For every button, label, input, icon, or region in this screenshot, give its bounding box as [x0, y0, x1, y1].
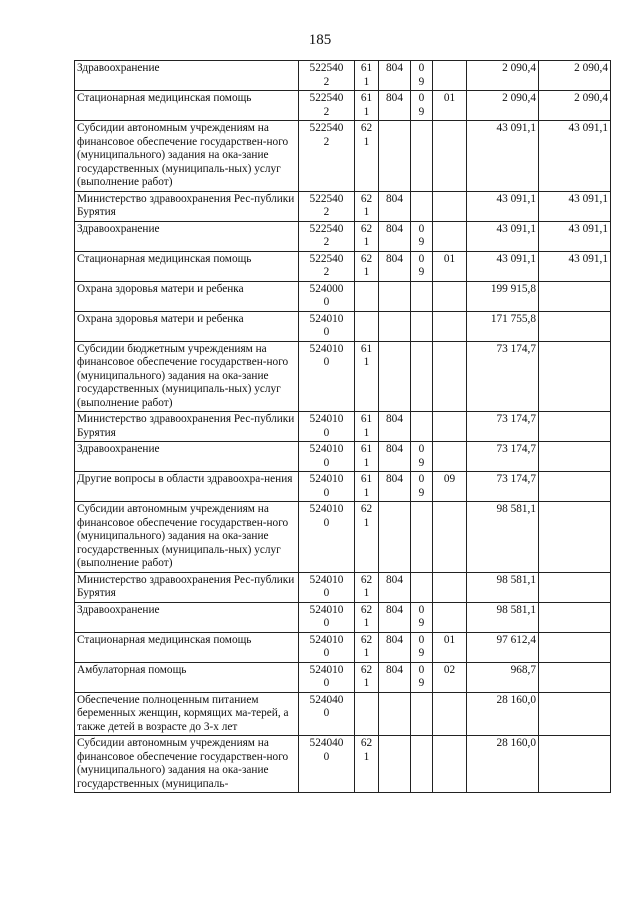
target-article-cell — [299, 572, 355, 602]
subsection-cell — [433, 281, 467, 311]
expense-type-cell-part: 1 — [363, 677, 370, 689]
amount-cell: 28 160,0 — [467, 736, 539, 793]
table-row — [75, 602, 611, 632]
amount-cell: 73 174,7 — [467, 472, 539, 502]
expense-type-cell-part: 61 — [360, 443, 373, 455]
amount-cell-2 — [539, 412, 611, 442]
target-article-cell — [299, 602, 355, 632]
expense-type-cell-part: 1 — [363, 135, 370, 148]
amount-cell: 28 160,0 — [467, 692, 539, 736]
target-article-cell-part: 524000 — [309, 282, 344, 295]
expense-type-cell-part: 61 — [360, 92, 373, 104]
section-cell-part: 0 — [418, 92, 425, 104]
target-article-cell-part: 524010 — [309, 573, 344, 586]
target-article-cell-part: 524040 — [309, 693, 344, 706]
section-cell — [411, 251, 433, 281]
grbs-cell — [379, 692, 411, 736]
section-cell-part: 0 — [418, 473, 425, 485]
section-cell — [411, 61, 433, 91]
target-article-cell-part: 522540 — [309, 192, 344, 205]
target-article-cell-part: 2 — [323, 266, 330, 278]
target-article-cell-part: 0 — [323, 516, 330, 529]
subsection-cell — [433, 412, 467, 442]
target-article-cell-part: 524010 — [309, 503, 344, 515]
row-name-cell: Здравоохранение — [75, 61, 299, 91]
expense-type-cell-part: 62 — [360, 633, 373, 646]
table-row — [75, 191, 611, 221]
target-article-cell-part: 524010 — [309, 443, 344, 455]
amount-cell-2: 43 091,1 — [539, 191, 611, 221]
table-row — [75, 121, 611, 192]
grbs-cell: 804 — [379, 602, 411, 632]
row-name-cell: Субсидии автономным учреждениям на финансовое обеспечение государствен-ного (муниципального) задания на ока-зание государственных (муниципаль- — [75, 736, 299, 793]
target-article-cell-part: 2 — [323, 105, 330, 118]
target-article-cell-part: 524010 — [309, 413, 344, 425]
subsection-cell — [433, 121, 467, 192]
table-row — [75, 692, 611, 736]
amount-cell-2: 43 091,1 — [539, 221, 611, 251]
table-row — [75, 502, 611, 573]
amount-cell: 98 581,1 — [467, 572, 539, 602]
target-article-cell — [299, 412, 355, 442]
grbs-cell — [379, 121, 411, 192]
target-article-cell-part: 0 — [323, 647, 330, 659]
target-article-cell-part: 524040 — [309, 737, 344, 749]
expense-type-cell-part: 1 — [363, 587, 370, 599]
target-article-cell-part: 524010 — [309, 603, 344, 616]
expense-type-cell-part: 62 — [360, 737, 373, 749]
budget-table — [74, 60, 611, 793]
amount-cell: 73 174,7 — [467, 341, 539, 412]
target-article-cell-part: 2 — [323, 75, 330, 88]
expense-type-cell — [355, 442, 379, 472]
amount-cell-2 — [539, 442, 611, 472]
expense-type-cell — [355, 502, 379, 573]
expense-type-cell — [355, 692, 379, 736]
target-article-cell — [299, 442, 355, 472]
expense-type-cell — [355, 251, 379, 281]
target-article-cell — [299, 91, 355, 121]
section-cell-part: 0 — [418, 62, 425, 74]
expense-type-cell-part: 61 — [360, 62, 373, 74]
amount-cell: 968,7 — [467, 662, 539, 692]
target-article-cell-part: 0 — [323, 326, 330, 338]
row-name-cell: Министерство здравоохранения Рес-публики Бурятия — [75, 412, 299, 442]
amount-cell: 199 915,8 — [467, 281, 539, 311]
target-article-cell — [299, 662, 355, 692]
amount-cell: 43 091,1 — [467, 221, 539, 251]
grbs-cell — [379, 341, 411, 412]
amount-cell: 73 174,7 — [467, 442, 539, 472]
amount-cell-2 — [539, 692, 611, 736]
target-article-cell-part: 0 — [323, 587, 330, 599]
target-article-cell — [299, 692, 355, 736]
section-cell — [411, 121, 433, 192]
target-article-cell-part: 0 — [323, 426, 330, 439]
target-article-cell-part: 522540 — [309, 222, 344, 235]
amount-cell: 73 174,7 — [467, 412, 539, 442]
table-row — [75, 251, 611, 281]
amount-cell-2 — [539, 632, 611, 662]
section-cell-part: 9 — [418, 266, 425, 278]
target-article-cell-part: 0 — [323, 356, 330, 368]
amount-cell-2 — [539, 572, 611, 602]
row-name-cell: Здравоохранение — [75, 602, 299, 632]
amount-cell: 43 091,1 — [467, 251, 539, 281]
table-row — [75, 442, 611, 472]
amount-cell: 43 091,1 — [467, 121, 539, 192]
amount-cell: 171 755,8 — [467, 311, 539, 341]
grbs-cell: 804 — [379, 472, 411, 502]
target-article-cell-part: 0 — [323, 456, 330, 469]
table-row — [75, 221, 611, 251]
expense-type-cell-part: 1 — [363, 516, 370, 529]
amount-cell-2 — [539, 472, 611, 502]
grbs-cell — [379, 281, 411, 311]
expense-type-cell — [355, 662, 379, 692]
row-name-cell: Субсидии бюджетным учреждениям на финансовое обеспечение государствен-ного (муниципального) задания на ока-зание государственных (муниципаль-ных) услуг (выполнение работ) — [75, 341, 299, 412]
target-article-cell-part: 0 — [323, 617, 330, 629]
section-cell-part: 0 — [418, 252, 425, 265]
section-cell-part: 9 — [418, 677, 425, 689]
subsection-cell: 01 — [433, 632, 467, 662]
row-name-cell: Охрана здоровья матери и ребенка — [75, 311, 299, 341]
expense-type-cell-part: 1 — [363, 486, 370, 499]
grbs-cell: 804 — [379, 251, 411, 281]
table-row — [75, 632, 611, 662]
section-cell — [411, 191, 433, 221]
target-article-cell-part: 0 — [323, 707, 330, 719]
table-row — [75, 281, 611, 311]
expense-type-cell-part: 1 — [363, 617, 370, 629]
target-article-cell — [299, 221, 355, 251]
row-name-cell: Другие вопросы в области здравоохра-нения — [75, 472, 299, 502]
section-cell-part: 9 — [418, 647, 425, 659]
expense-type-cell — [355, 121, 379, 192]
expense-type-cell — [355, 341, 379, 412]
expense-type-cell-part: 1 — [363, 426, 370, 439]
expense-type-cell-part: 62 — [360, 192, 373, 205]
expense-type-cell — [355, 736, 379, 793]
expense-type-cell-part: 1 — [363, 750, 370, 763]
grbs-cell — [379, 311, 411, 341]
section-cell-part: 9 — [418, 105, 425, 118]
target-article-cell-part: 524010 — [309, 342, 344, 355]
table-row — [75, 91, 611, 121]
section-cell-part: 0 — [418, 222, 425, 235]
grbs-cell: 804 — [379, 91, 411, 121]
target-article-cell — [299, 191, 355, 221]
subsection-cell: 01 — [433, 251, 467, 281]
expense-type-cell-part: 1 — [363, 206, 370, 218]
expense-type-cell — [355, 191, 379, 221]
table-row — [75, 311, 611, 341]
amount-cell-2 — [539, 736, 611, 793]
subsection-cell — [433, 191, 467, 221]
section-cell — [411, 472, 433, 502]
amount-cell-2 — [539, 662, 611, 692]
target-article-cell-part: 2 — [323, 135, 330, 148]
grbs-cell — [379, 502, 411, 573]
target-article-cell — [299, 341, 355, 412]
section-cell-part: 0 — [418, 663, 425, 676]
section-cell-part: 0 — [418, 603, 425, 616]
target-article-cell-part: 0 — [323, 677, 330, 689]
amount-cell: 97 612,4 — [467, 632, 539, 662]
subsection-cell — [433, 61, 467, 91]
grbs-cell: 804 — [379, 191, 411, 221]
target-article-cell-part: 524010 — [309, 663, 344, 676]
expense-type-cell — [355, 311, 379, 341]
section-cell-part: 9 — [418, 456, 425, 469]
grbs-cell: 804 — [379, 412, 411, 442]
subsection-cell — [433, 341, 467, 412]
section-cell-part: 9 — [418, 617, 425, 629]
expense-type-cell-part: 62 — [360, 252, 373, 265]
expense-type-cell — [355, 472, 379, 502]
expense-type-cell-part: 62 — [360, 222, 373, 235]
amount-cell-2: 2 090,4 — [539, 91, 611, 121]
row-name-cell: Здравоохранение — [75, 442, 299, 472]
section-cell — [411, 91, 433, 121]
row-name-cell: Амбулаторная помощь — [75, 662, 299, 692]
target-article-cell-part: 0 — [323, 296, 330, 308]
row-name-cell: Обеспечение полноценным питанием беременных женщин, кормящих ма-терей, а также детей в возрасте до 3-х лет — [75, 692, 299, 736]
expense-type-cell-part: 62 — [360, 573, 373, 586]
target-article-cell — [299, 251, 355, 281]
target-article-cell-part: 522540 — [309, 122, 344, 134]
subsection-cell — [433, 221, 467, 251]
target-article-cell — [299, 502, 355, 573]
expense-type-cell-part: 1 — [363, 236, 370, 248]
amount-cell-2: 43 091,1 — [539, 121, 611, 192]
target-article-cell-part: 524010 — [309, 473, 344, 485]
row-name-cell: Министерство здравоохранения Рес-публики Бурятия — [75, 572, 299, 602]
row-name-cell: Охрана здоровья матери и ребенка — [75, 281, 299, 311]
subsection-cell — [433, 502, 467, 573]
row-name-cell: Субсидии автономным учреждениям на финансовое обеспечение государствен-ного (муниципального) задания на ока-зание государственных (муниципаль-ных) услуг (выполнение работ) — [75, 502, 299, 573]
expense-type-cell-part: 1 — [363, 105, 370, 118]
amount-cell: 98 581,1 — [467, 602, 539, 632]
target-article-cell — [299, 61, 355, 91]
expense-type-cell — [355, 281, 379, 311]
expense-type-cell-part: 61 — [360, 342, 373, 355]
grbs-cell: 804 — [379, 61, 411, 91]
section-cell-part: 9 — [418, 486, 425, 499]
section-cell — [411, 662, 433, 692]
amount-cell-2 — [539, 502, 611, 573]
subsection-cell: 01 — [433, 91, 467, 121]
grbs-cell: 804 — [379, 572, 411, 602]
section-cell — [411, 736, 433, 793]
row-name-cell: Министерство здравоохранения Рес-публики Бурятия — [75, 191, 299, 221]
amount-cell-2 — [539, 281, 611, 311]
subsection-cell — [433, 692, 467, 736]
row-name-cell: Стационарная медицинская помощь — [75, 91, 299, 121]
target-article-cell — [299, 121, 355, 192]
expense-type-cell-part: 62 — [360, 122, 373, 134]
expense-type-cell-part: 1 — [363, 356, 370, 368]
expense-type-cell-part: 1 — [363, 647, 370, 659]
section-cell — [411, 692, 433, 736]
expense-type-cell-part: 62 — [360, 603, 373, 616]
section-cell — [411, 221, 433, 251]
target-article-cell-part: 0 — [323, 750, 330, 763]
subsection-cell — [433, 442, 467, 472]
section-cell — [411, 442, 433, 472]
subsection-cell: 09 — [433, 472, 467, 502]
expense-type-cell-part: 62 — [360, 503, 373, 515]
section-cell — [411, 412, 433, 442]
section-cell — [411, 572, 433, 602]
page-number: 185 — [308, 32, 332, 48]
target-article-cell-part: 522540 — [309, 252, 344, 265]
subsection-cell — [433, 602, 467, 632]
amount-cell-2 — [539, 341, 611, 412]
subsection-cell — [433, 736, 467, 793]
expense-type-cell — [355, 221, 379, 251]
row-name-cell: Субсидии автономным учреждениям на финансовое обеспечение государствен-ного (муниципального) задания на ока-зание государственных (муниципаль-ных) услуг (выполнение работ) — [75, 121, 299, 192]
expense-type-cell-part: 61 — [360, 473, 373, 485]
target-article-cell-part: 524010 — [309, 312, 344, 325]
amount-cell: 43 091,1 — [467, 191, 539, 221]
subsection-cell: 02 — [433, 662, 467, 692]
amount-cell: 2 090,4 — [467, 91, 539, 121]
table-row — [75, 341, 611, 412]
section-cell-part: 0 — [418, 443, 425, 455]
target-article-cell — [299, 281, 355, 311]
amount-cell: 2 090,4 — [467, 61, 539, 91]
section-cell — [411, 502, 433, 573]
expense-type-cell-part: 1 — [363, 75, 370, 88]
table-row — [75, 662, 611, 692]
expense-type-cell — [355, 602, 379, 632]
expense-type-cell — [355, 412, 379, 442]
amount-cell-2: 2 090,4 — [539, 61, 611, 91]
grbs-cell: 804 — [379, 662, 411, 692]
target-article-cell — [299, 311, 355, 341]
target-article-cell — [299, 472, 355, 502]
section-cell — [411, 602, 433, 632]
expense-type-cell — [355, 572, 379, 602]
amount-cell-2 — [539, 311, 611, 341]
amount-cell-2 — [539, 602, 611, 632]
amount-cell: 98 581,1 — [467, 502, 539, 573]
section-cell — [411, 632, 433, 662]
amount-cell-2: 43 091,1 — [539, 251, 611, 281]
grbs-cell — [379, 736, 411, 793]
expense-type-cell — [355, 632, 379, 662]
section-cell-part: 0 — [418, 633, 425, 646]
target-article-cell-part: 0 — [323, 486, 330, 499]
grbs-cell: 804 — [379, 442, 411, 472]
expense-type-cell-part: 61 — [360, 413, 373, 425]
section-cell-part: 9 — [418, 236, 425, 248]
target-article-cell-part: 2 — [323, 236, 330, 248]
row-name-cell: Здравоохранение — [75, 221, 299, 251]
row-name-cell: Стационарная медицинская помощь — [75, 251, 299, 281]
row-name-cell: Стационарная медицинская помощь — [75, 632, 299, 662]
grbs-cell: 804 — [379, 632, 411, 662]
target-article-cell-part: 524010 — [309, 633, 344, 646]
section-cell — [411, 311, 433, 341]
expense-type-cell-part: 1 — [363, 266, 370, 278]
section-cell — [411, 281, 433, 311]
target-article-cell-part: 522540 — [309, 62, 344, 74]
section-cell — [411, 341, 433, 412]
expense-type-cell-part: 62 — [360, 663, 373, 676]
table-row — [75, 736, 611, 793]
expense-type-cell — [355, 91, 379, 121]
expense-type-cell — [355, 61, 379, 91]
table-row — [75, 472, 611, 502]
table-body — [75, 61, 611, 793]
table-row — [75, 412, 611, 442]
target-article-cell-part: 2 — [323, 206, 330, 218]
table-row — [75, 61, 611, 91]
grbs-cell: 804 — [379, 221, 411, 251]
section-cell-part: 9 — [418, 75, 425, 88]
subsection-cell — [433, 572, 467, 602]
expense-type-cell-part: 1 — [363, 456, 370, 469]
target-article-cell-part: 522540 — [309, 92, 344, 104]
subsection-cell — [433, 311, 467, 341]
table-row — [75, 572, 611, 602]
target-article-cell — [299, 632, 355, 662]
target-article-cell — [299, 736, 355, 793]
